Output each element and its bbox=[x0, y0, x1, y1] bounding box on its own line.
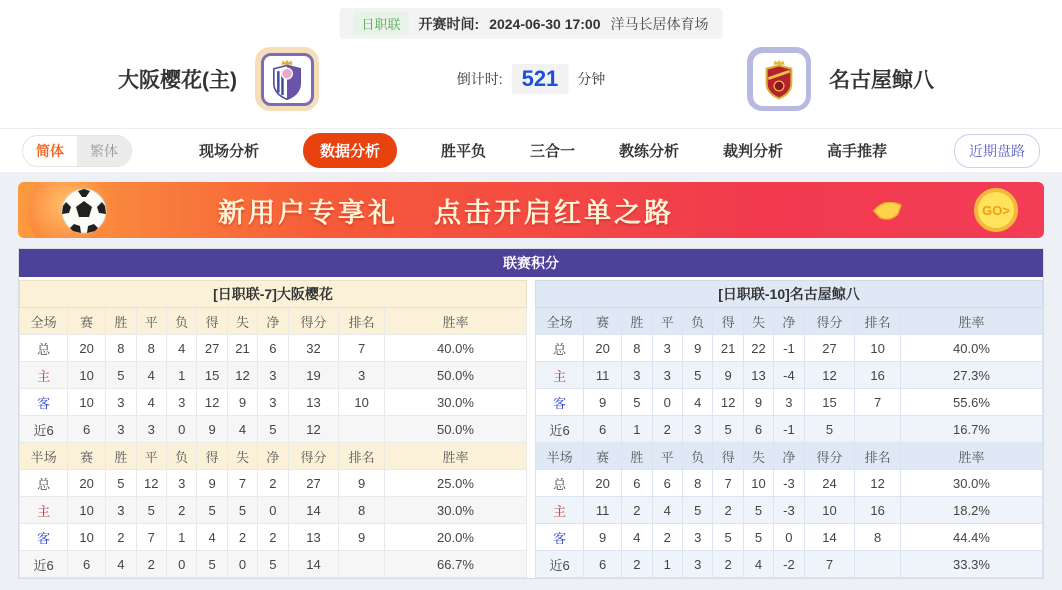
stat-cell: 9 bbox=[197, 416, 227, 443]
stat-cell: 11 bbox=[584, 497, 622, 524]
stat-cell: 8 bbox=[106, 335, 136, 362]
column-header: 排名 bbox=[339, 443, 385, 470]
stat-cell: 7 bbox=[804, 551, 855, 578]
row-label: 总 bbox=[20, 335, 68, 362]
stat-cell: 6 bbox=[68, 416, 106, 443]
stat-cell: 2 bbox=[136, 551, 166, 578]
stat-cell: 40.0% bbox=[384, 335, 526, 362]
stat-cell: 5 bbox=[682, 497, 712, 524]
column-header: 得分 bbox=[288, 308, 339, 335]
stat-cell: 5 bbox=[258, 551, 288, 578]
stat-cell: 3 bbox=[106, 389, 136, 416]
stat-cell: 10 bbox=[743, 470, 773, 497]
column-header: 赛 bbox=[68, 443, 106, 470]
stat-cell: 0 bbox=[774, 524, 804, 551]
stat-cell: 12 bbox=[713, 389, 743, 416]
stat-cell: 9 bbox=[584, 524, 622, 551]
row-label: 客 bbox=[536, 389, 584, 416]
stat-cell: 7 bbox=[339, 335, 385, 362]
column-header: 净 bbox=[774, 443, 804, 470]
stat-cell: 2 bbox=[622, 497, 652, 524]
stat-cell: 44.4% bbox=[900, 524, 1042, 551]
tab-coach-analysis[interactable]: 教练分析 bbox=[619, 143, 680, 160]
column-header: 得分 bbox=[804, 308, 855, 335]
stat-cell: 2 bbox=[652, 416, 682, 443]
stat-cell: 20.0% bbox=[384, 524, 526, 551]
stat-cell: 10 bbox=[68, 497, 106, 524]
stat-cell: 12 bbox=[288, 416, 339, 443]
stat-cell: 3 bbox=[652, 335, 682, 362]
stat-cell: 33.3% bbox=[900, 551, 1042, 578]
scope-header: 全场 bbox=[536, 308, 584, 335]
stat-cell: 10 bbox=[68, 389, 106, 416]
stat-cell: 3 bbox=[106, 497, 136, 524]
nav-tabs bbox=[132, 133, 954, 168]
stat-cell: 3 bbox=[166, 470, 196, 497]
match-info-bar bbox=[340, 8, 723, 39]
scope-header: 半场 bbox=[20, 443, 68, 470]
stat-cell: 30.0% bbox=[384, 497, 526, 524]
stat-cell: 20 bbox=[68, 470, 106, 497]
stat-cell: 2 bbox=[258, 470, 288, 497]
countdown-label: 倒计时: bbox=[456, 71, 503, 87]
stat-cell: 22 bbox=[743, 335, 773, 362]
banner-headline-left: 新用户专享礼 bbox=[218, 197, 398, 228]
tab-expert-picks[interactable]: 高手推荐 bbox=[827, 143, 888, 160]
stat-cell: 5 bbox=[622, 389, 652, 416]
stats-row bbox=[536, 335, 1043, 362]
stat-cell: 4 bbox=[106, 551, 136, 578]
stat-cell: 9 bbox=[584, 389, 622, 416]
stat-cell: 16 bbox=[855, 362, 901, 389]
match-header bbox=[0, 0, 1062, 128]
stats-row bbox=[536, 416, 1043, 443]
main-content bbox=[0, 172, 1062, 579]
column-header: 平 bbox=[652, 443, 682, 470]
stat-cell: -1 bbox=[774, 335, 804, 362]
countdown bbox=[457, 64, 606, 94]
stat-cell: 14 bbox=[288, 497, 339, 524]
stat-cell: 8 bbox=[339, 497, 385, 524]
stat-cell: 4 bbox=[622, 524, 652, 551]
column-header: 得 bbox=[713, 308, 743, 335]
banner-headline-right: 点击开启红单之路 bbox=[434, 197, 674, 228]
stat-cell: 6 bbox=[584, 416, 622, 443]
stat-cell: 0 bbox=[227, 551, 257, 578]
stat-cell: 4 bbox=[136, 362, 166, 389]
stat-cell: 3 bbox=[774, 389, 804, 416]
home-stats-section bbox=[19, 280, 527, 578]
row-label: 近6 bbox=[536, 551, 584, 578]
column-header: 失 bbox=[743, 443, 773, 470]
column-header: 胜 bbox=[622, 308, 652, 335]
stat-cell: 0 bbox=[258, 497, 288, 524]
venue-name: 洋马长居体育场 bbox=[610, 15, 709, 32]
stat-cell: 3 bbox=[682, 551, 712, 578]
stat-cell: 0 bbox=[166, 551, 196, 578]
column-header: 平 bbox=[136, 443, 166, 470]
stat-cell: 16.7% bbox=[900, 416, 1042, 443]
row-label: 主 bbox=[536, 497, 584, 524]
home-team bbox=[118, 47, 319, 111]
stat-cell: 3 bbox=[258, 362, 288, 389]
lang-simplified-button[interactable]: 简体 bbox=[23, 136, 77, 166]
scope-header: 全场 bbox=[20, 308, 68, 335]
row-label: 主 bbox=[536, 362, 584, 389]
tab-data-analysis[interactable]: 数据分析 bbox=[303, 133, 397, 168]
stat-cell: 0 bbox=[652, 389, 682, 416]
stat-cell: 3 bbox=[339, 362, 385, 389]
stats-row bbox=[536, 551, 1043, 578]
away-stats-table bbox=[535, 280, 1043, 578]
stat-cell: 6 bbox=[652, 470, 682, 497]
stat-cell: 8 bbox=[622, 335, 652, 362]
stat-cell: 12 bbox=[136, 470, 166, 497]
go-button[interactable]: GO> bbox=[974, 188, 1018, 232]
column-header: 胜率 bbox=[900, 308, 1042, 335]
stat-cell: 6 bbox=[622, 470, 652, 497]
stat-cell: 13 bbox=[288, 524, 339, 551]
row-label: 总 bbox=[536, 335, 584, 362]
stat-cell: 5 bbox=[227, 497, 257, 524]
stat-cell: 6 bbox=[68, 551, 106, 578]
banner-headline bbox=[218, 191, 674, 230]
stat-cell: 7 bbox=[855, 389, 901, 416]
tab-three-in-one[interactable]: 三合一 bbox=[529, 143, 575, 160]
column-header: 得 bbox=[197, 443, 227, 470]
stat-cell: 11 bbox=[584, 362, 622, 389]
stat-cell: 5 bbox=[804, 416, 855, 443]
stat-cell: 6 bbox=[584, 551, 622, 578]
stats-row bbox=[20, 497, 527, 524]
column-header: 负 bbox=[682, 308, 712, 335]
stat-cell: 2 bbox=[227, 524, 257, 551]
tab-win-draw-loss[interactable]: 胜平负 bbox=[440, 143, 486, 160]
stat-cell: 14 bbox=[804, 524, 855, 551]
stat-cell: 5 bbox=[258, 416, 288, 443]
stat-cell: 9 bbox=[713, 362, 743, 389]
stat-cell: 1 bbox=[166, 362, 196, 389]
stat-cell: 5 bbox=[713, 416, 743, 443]
stat-cell: 10 bbox=[855, 335, 901, 362]
row-label: 客 bbox=[20, 524, 68, 551]
row-label: 客 bbox=[20, 389, 68, 416]
row-label: 近6 bbox=[536, 416, 584, 443]
recent-odds-button[interactable]: 近期盘路 bbox=[954, 134, 1040, 168]
stat-cell: 3 bbox=[166, 389, 196, 416]
home-stats-table bbox=[19, 280, 527, 578]
stat-cell: 7 bbox=[713, 470, 743, 497]
stats-row bbox=[536, 362, 1043, 389]
stat-cell: 20 bbox=[584, 335, 622, 362]
stat-cell: 27 bbox=[288, 470, 339, 497]
stat-cell: 20 bbox=[584, 470, 622, 497]
stat-cell bbox=[339, 551, 385, 578]
stat-cell: 3 bbox=[136, 416, 166, 443]
stat-cell: 12 bbox=[804, 362, 855, 389]
stat-cell: 3 bbox=[682, 416, 712, 443]
column-header: 胜率 bbox=[384, 308, 526, 335]
home-crest-icon bbox=[269, 58, 305, 100]
column-header: 净 bbox=[774, 308, 804, 335]
stat-cell: 9 bbox=[682, 335, 712, 362]
stats-row bbox=[20, 416, 527, 443]
stat-cell: 2 bbox=[652, 524, 682, 551]
column-header: 失 bbox=[227, 308, 257, 335]
column-header: 赛 bbox=[68, 308, 106, 335]
stat-cell: 55.6% bbox=[900, 389, 1042, 416]
promo-banner[interactable] bbox=[18, 182, 1044, 238]
kickoff-datetime: 2024-06-30 17:00 bbox=[489, 15, 601, 32]
stat-cell: 4 bbox=[197, 524, 227, 551]
stat-cell: 9 bbox=[743, 389, 773, 416]
column-header: 负 bbox=[166, 308, 196, 335]
kickoff-label: 开赛时间: bbox=[418, 15, 480, 32]
stat-cell: -3 bbox=[774, 470, 804, 497]
stat-cell: 25.0% bbox=[384, 470, 526, 497]
row-label: 近6 bbox=[20, 416, 68, 443]
stat-cell: 10 bbox=[68, 362, 106, 389]
column-header: 赛 bbox=[584, 308, 622, 335]
stat-cell: 16 bbox=[855, 497, 901, 524]
stat-cell: 7 bbox=[136, 524, 166, 551]
full-time-columns bbox=[536, 308, 1043, 335]
column-header: 得分 bbox=[288, 443, 339, 470]
gold-ingot-icon bbox=[872, 202, 904, 220]
column-header: 失 bbox=[227, 443, 257, 470]
stat-cell: 27.3% bbox=[900, 362, 1042, 389]
home-team-logo bbox=[255, 47, 319, 111]
home-section-header: [日职联-7]大阪樱花 bbox=[20, 281, 527, 308]
away-team-name: 名古屋鲸八 bbox=[829, 69, 934, 92]
stat-cell: 5 bbox=[106, 470, 136, 497]
language-toggle bbox=[22, 135, 132, 167]
column-header: 胜 bbox=[106, 308, 136, 335]
stat-cell: 50.0% bbox=[384, 362, 526, 389]
stat-cell: -3 bbox=[774, 497, 804, 524]
away-team-logo bbox=[747, 47, 811, 111]
full-time-columns bbox=[20, 308, 527, 335]
stat-cell: 15 bbox=[804, 389, 855, 416]
stats-row bbox=[536, 497, 1043, 524]
stat-cell: -1 bbox=[774, 416, 804, 443]
stat-cell: 9 bbox=[227, 389, 257, 416]
stat-cell bbox=[855, 551, 901, 578]
stat-cell: -2 bbox=[774, 551, 804, 578]
column-header: 胜率 bbox=[900, 443, 1042, 470]
stat-cell: 9 bbox=[339, 470, 385, 497]
stats-row bbox=[536, 470, 1043, 497]
countdown-value: 521 bbox=[512, 64, 569, 94]
stat-cell: 27 bbox=[804, 335, 855, 362]
stat-cell: 20 bbox=[68, 335, 106, 362]
stat-cell: 4 bbox=[652, 497, 682, 524]
stat-cell: 1 bbox=[622, 416, 652, 443]
column-header: 平 bbox=[136, 308, 166, 335]
lang-traditional-button[interactable]: 繁体 bbox=[77, 136, 131, 166]
stat-cell: 1 bbox=[652, 551, 682, 578]
row-label: 近6 bbox=[20, 551, 68, 578]
stat-cell: 9 bbox=[197, 470, 227, 497]
row-label: 总 bbox=[20, 470, 68, 497]
stat-cell: 5 bbox=[197, 497, 227, 524]
stat-cell: 5 bbox=[136, 497, 166, 524]
table-title: 联赛积分 bbox=[19, 249, 1043, 277]
stat-cell: 14 bbox=[288, 551, 339, 578]
stat-cell: 30.0% bbox=[384, 389, 526, 416]
stats-row bbox=[20, 524, 527, 551]
stat-cell: 32 bbox=[288, 335, 339, 362]
stat-cell: 10 bbox=[68, 524, 106, 551]
row-label: 客 bbox=[536, 524, 584, 551]
away-stats-section bbox=[535, 280, 1043, 578]
stat-cell: 40.0% bbox=[900, 335, 1042, 362]
stat-cell: 3 bbox=[106, 416, 136, 443]
column-header: 排名 bbox=[855, 443, 901, 470]
stat-cell: 1 bbox=[166, 524, 196, 551]
stat-cell: 27 bbox=[197, 335, 227, 362]
column-header: 赛 bbox=[584, 443, 622, 470]
stat-cell: 24 bbox=[804, 470, 855, 497]
row-label: 主 bbox=[20, 362, 68, 389]
stat-cell: 4 bbox=[166, 335, 196, 362]
stats-row bbox=[536, 389, 1043, 416]
league-badge: 日职联 bbox=[354, 12, 409, 35]
stat-cell: 4 bbox=[743, 551, 773, 578]
stat-cell: 2 bbox=[166, 497, 196, 524]
stat-cell: 3 bbox=[652, 362, 682, 389]
stat-cell: 2 bbox=[713, 551, 743, 578]
column-header: 胜 bbox=[622, 443, 652, 470]
half-time-columns bbox=[536, 443, 1043, 470]
column-header: 胜 bbox=[106, 443, 136, 470]
half-time-columns bbox=[20, 443, 527, 470]
row-label: 主 bbox=[20, 497, 68, 524]
scope-header: 半场 bbox=[536, 443, 584, 470]
stat-cell: 10 bbox=[804, 497, 855, 524]
column-header: 负 bbox=[682, 443, 712, 470]
stat-cell: 7 bbox=[227, 470, 257, 497]
stat-cell: 10 bbox=[339, 389, 385, 416]
column-header: 得 bbox=[197, 308, 227, 335]
home-team-name: 大阪樱花(主) bbox=[118, 69, 237, 92]
stat-cell: 19 bbox=[288, 362, 339, 389]
away-crest-icon bbox=[761, 58, 797, 100]
stat-cell: 13 bbox=[743, 362, 773, 389]
stat-cell: 66.7% bbox=[384, 551, 526, 578]
teams-row bbox=[0, 40, 1062, 118]
stat-cell: 8 bbox=[855, 524, 901, 551]
stat-cell: -4 bbox=[774, 362, 804, 389]
stat-cell: 8 bbox=[136, 335, 166, 362]
stat-cell: 18.2% bbox=[900, 497, 1042, 524]
column-header: 得分 bbox=[804, 443, 855, 470]
stat-cell: 5 bbox=[197, 551, 227, 578]
stat-cell: 2 bbox=[622, 551, 652, 578]
column-header: 得 bbox=[713, 443, 743, 470]
stat-cell: 13 bbox=[288, 389, 339, 416]
stat-cell: 5 bbox=[743, 497, 773, 524]
stats-row bbox=[536, 524, 1043, 551]
column-header: 失 bbox=[743, 308, 773, 335]
stat-cell: 50.0% bbox=[384, 416, 526, 443]
stat-cell: 4 bbox=[136, 389, 166, 416]
stats-row bbox=[20, 551, 527, 578]
away-team bbox=[747, 47, 934, 111]
football-icon bbox=[60, 187, 108, 235]
stat-cell: 3 bbox=[682, 524, 712, 551]
stat-cell bbox=[855, 416, 901, 443]
stats-row bbox=[20, 335, 527, 362]
stat-cell: 5 bbox=[743, 524, 773, 551]
stat-cell: 6 bbox=[743, 416, 773, 443]
column-header: 胜率 bbox=[384, 443, 526, 470]
stat-cell: 30.0% bbox=[900, 470, 1042, 497]
column-header: 净 bbox=[258, 443, 288, 470]
column-header: 平 bbox=[652, 308, 682, 335]
stat-cell: 2 bbox=[713, 497, 743, 524]
column-header: 排名 bbox=[855, 308, 901, 335]
stats-row bbox=[20, 470, 527, 497]
stat-cell: 8 bbox=[682, 470, 712, 497]
stat-cell: 2 bbox=[106, 524, 136, 551]
stat-cell: 12 bbox=[197, 389, 227, 416]
stats-row bbox=[20, 362, 527, 389]
row-label: 总 bbox=[536, 470, 584, 497]
stats-row bbox=[20, 389, 527, 416]
stat-cell: 9 bbox=[339, 524, 385, 551]
stat-cell: 15 bbox=[197, 362, 227, 389]
column-header: 负 bbox=[166, 443, 196, 470]
stat-cell: 6 bbox=[258, 335, 288, 362]
tab-live-analysis[interactable]: 现场分析 bbox=[198, 143, 259, 160]
column-header: 排名 bbox=[339, 308, 385, 335]
stat-cell: 12 bbox=[855, 470, 901, 497]
stat-cell: 4 bbox=[682, 389, 712, 416]
nav-bar bbox=[0, 128, 1062, 172]
stat-cell: 5 bbox=[106, 362, 136, 389]
stat-cell: 0 bbox=[166, 416, 196, 443]
league-points-card bbox=[18, 248, 1044, 579]
stat-cell: 12 bbox=[227, 362, 257, 389]
stat-cell: 21 bbox=[227, 335, 257, 362]
away-section-header: [日职联-10]名古屋鲸八 bbox=[536, 281, 1043, 308]
column-header: 净 bbox=[258, 308, 288, 335]
tab-referee-analysis[interactable]: 裁判分析 bbox=[723, 143, 784, 160]
stat-cell: 4 bbox=[227, 416, 257, 443]
stat-cell: 3 bbox=[258, 389, 288, 416]
stat-cell bbox=[339, 416, 385, 443]
stat-cell: 5 bbox=[682, 362, 712, 389]
stat-cell: 2 bbox=[258, 524, 288, 551]
stat-cell: 3 bbox=[622, 362, 652, 389]
stat-cell: 21 bbox=[713, 335, 743, 362]
countdown-unit: 分钟 bbox=[577, 71, 606, 87]
stat-cell: 5 bbox=[713, 524, 743, 551]
